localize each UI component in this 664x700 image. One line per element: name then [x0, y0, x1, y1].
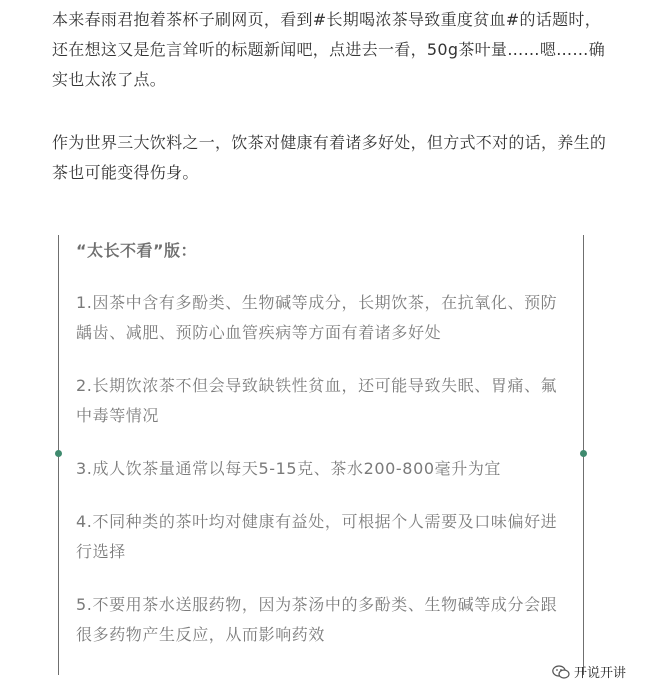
source-watermark — [552, 662, 626, 681]
intro-paragraph-1: 本来春雨君抱着茶杯子刷网页，看到#长期喝浓茶导致重度贫血#的话题时，还在想这又是危言耸听的标题新闻吧，点进去一看，50g茶叶量……嗯……确实也太浓了点。 — [52, 10, 606, 89]
right-rule-dot — [580, 450, 587, 457]
summary-item-4: 4.不同种类的茶叶均对健康有益处，可根据个人需要及口味偏好进行选择 — [76, 512, 558, 561]
wechat-logo-icon — [552, 665, 570, 679]
intro-paragraph-2: 作为世界三大饮料之一，饮茶对健康有着诸多好处，但方式不对的话，养生的茶也可能变得伤身。 — [52, 133, 607, 182]
left-rule-dot — [55, 450, 62, 457]
watermark-text: 开说开讲 — [574, 666, 627, 681]
summary-quote-box — [58, 235, 583, 675]
summary-item-3: 3.成人饮茶量通常以每天5-15克、茶水200-800毫升为宜 — [76, 459, 502, 478]
summary-title: “太长不看”版： — [76, 241, 198, 260]
summary-item-1: 1.因茶中含有多酚类、生物碱等成分，长期饮茶，在抗氧化、预防龋齿、减肥、预防心血管疾病等方面有着诸多好处 — [76, 293, 558, 342]
summary-item-2: 2.长期饮浓茶不但会导致缺铁性贫血，还可能导致失眠、胃痛、氟中毒等情况 — [76, 376, 558, 425]
summary-item-5: 5.不要用茶水送服药物，因为茶汤中的多酚类、生物碱等成分会跟很多药物产生反应，从而影响药效 — [76, 595, 558, 644]
